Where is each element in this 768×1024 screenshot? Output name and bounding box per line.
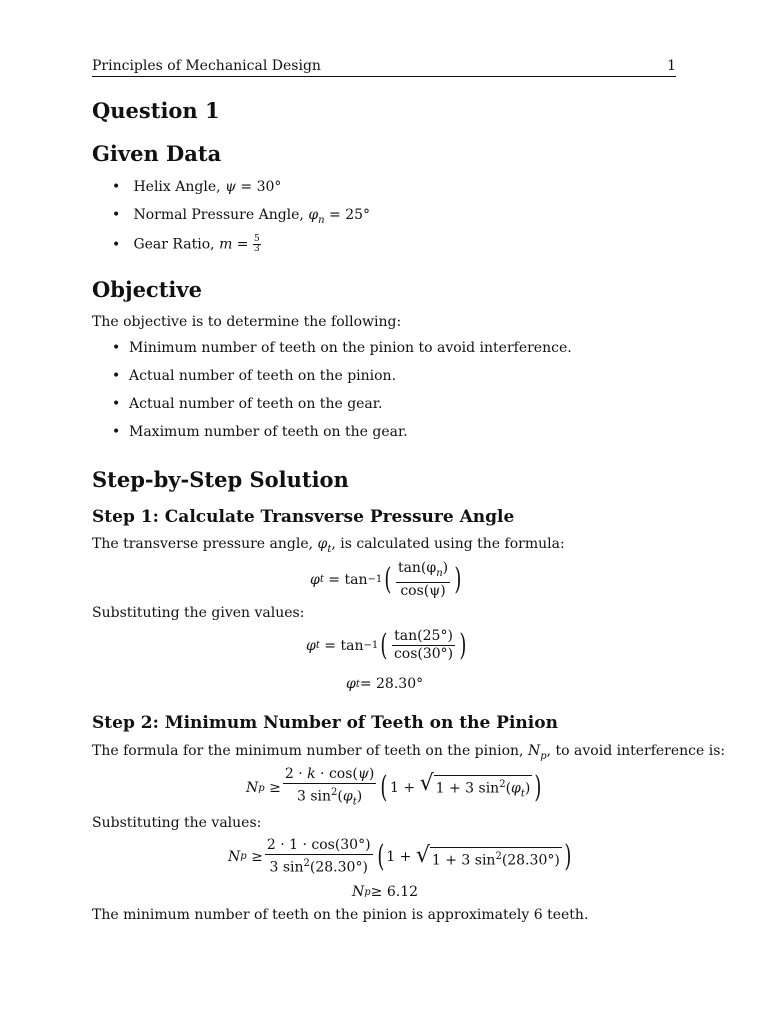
step1-substituted-formula: φ t = tan −1 ( $\frac{\tan(25^\circ)}{\cos(30^\circ)}$ ) xyxy=(306,627,467,663)
step2-substituted-formula: N p ≥ $\frac{2 \cdot 1 \cdot \cos(30^\circ)}{3 \sin^2(28.30^\circ)}$ ( 1 + √ 1 + 3 $\sin^2(28.30^\circ)$ ) xyxy=(228,837,572,876)
step2-result: N p ≥ 6.12 xyxy=(352,884,419,900)
step2-text: The formula for the minimum number of teeth on the pinion, $N_p$, to avoid interference is: xyxy=(92,743,726,762)
step1-heading: Step 1: Calculate Transverse Pressure Angle xyxy=(92,507,515,527)
list-item: • Maximum number of teeth on the gear. xyxy=(112,424,572,452)
objective-intro: The objective is to determine the following: xyxy=(92,314,402,330)
step1-text: The transverse pressure angle, $\varphi_t$, is calculated using the formula: xyxy=(92,536,565,555)
page-number: 1 xyxy=(667,58,676,74)
list-item: • Actual number of teeth on the pinion. xyxy=(112,368,572,396)
header-title: Principles of Mechanical Design xyxy=(92,58,321,74)
list-item: • Actual number of teeth on the gear. xyxy=(112,396,572,424)
step1-formula: φ t = tan −1 ( $\frac{\tan(\varphi_n)}{\cos(\psi)}$ ) xyxy=(310,560,462,599)
gear-ratio-fraction: $\frac{5}{3}$ xyxy=(253,234,260,254)
running-header xyxy=(92,58,676,77)
step2-formula: N p ≥ $\frac{2 \cdot k \cdot \cos(\psi)}{3 \sin^2(\varphi_t)}$ ( 1 + √ 1 + 3 $\sin^2(\varphi_t)$ ) xyxy=(246,766,542,808)
step1-result: φ t = 28.30° xyxy=(346,676,424,692)
given-data-heading: Given Data xyxy=(92,141,222,166)
solution-heading: Step-by-Step Solution xyxy=(92,467,349,492)
list-item: • Minimum number of teeth on the pinion to avoid interference. xyxy=(112,340,572,368)
step2-substitution-text: Substituting the values: xyxy=(92,815,262,831)
step1-substitution-text: Substituting the given values: xyxy=(92,605,305,621)
list-item: • Helix Angle, ψ = 30° xyxy=(112,179,370,207)
objective-heading: Objective xyxy=(92,277,202,302)
step2-conclusion: The minimum number of teeth on the pinion is approximately 6 teeth. xyxy=(92,907,589,923)
objective-list xyxy=(112,340,572,452)
given-data-list xyxy=(112,179,370,263)
step2-heading: Step 2: Minimum Number of Teeth on the Pinion xyxy=(92,713,558,733)
list-item: • Gear Ratio, m = $\frac{5}{3}$ xyxy=(112,235,370,263)
list-item: • Normal Pressure Angle, $\varphi_n = 25^\circ$ xyxy=(112,207,370,235)
question-title: Question 1 xyxy=(92,98,220,123)
